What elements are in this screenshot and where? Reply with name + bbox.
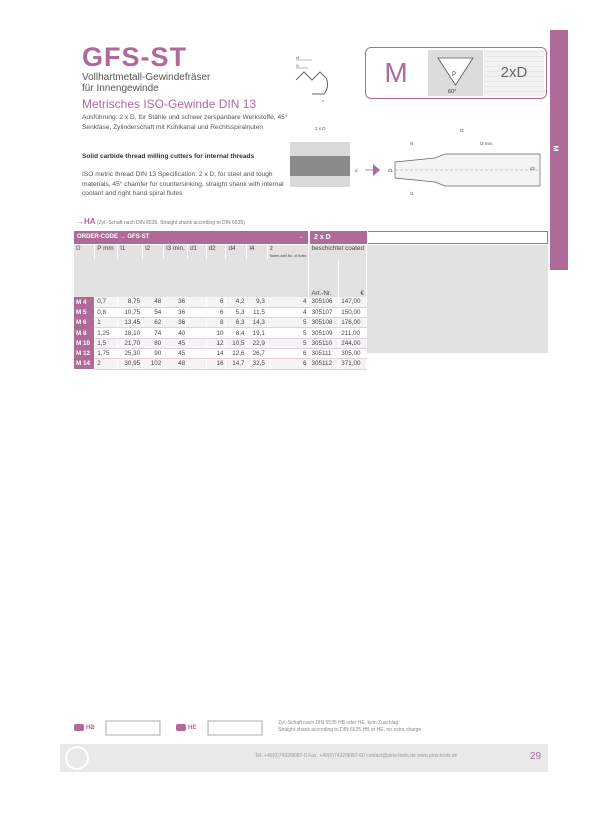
col-header-p: P mm xyxy=(95,245,118,259)
value-cell: 150,00 xyxy=(339,307,367,317)
side-tab-label: M xyxy=(551,145,559,152)
value-cell: 32,5 xyxy=(247,359,267,369)
col-header-euro: € xyxy=(339,259,367,297)
col-header-l3: l3 min. xyxy=(164,245,188,259)
value-cell: 5,3 xyxy=(226,307,247,317)
value-cell: 102 xyxy=(143,359,164,369)
he-shank-icon xyxy=(206,718,266,738)
value-cell: 36 xyxy=(164,318,188,328)
value-cell: 176,00 xyxy=(339,318,367,328)
value-cell: 48 xyxy=(164,359,188,369)
page-number: 29 xyxy=(530,751,542,762)
size-cell: M 14 xyxy=(74,359,95,369)
value-cell: 16 xyxy=(206,359,226,369)
value-cell: 244,00 xyxy=(339,338,367,348)
order-code: ORDER-CODE → GFS-ST → xyxy=(74,231,308,244)
description-de: Ausführung: 2 x D, für Stähle und schwer zerspanbare Werkstoffe, 45° Senkfase, Zylinderschaft mit Kühlkanal und Rechtsspiralnuten xyxy=(82,114,288,131)
value-cell: 1,25 xyxy=(95,328,118,338)
thread-angle-icon xyxy=(428,50,483,96)
value-cell: 371,00 xyxy=(339,359,367,369)
thread-standard-de: Metrisches ISO-Gewinde DIN 13 xyxy=(82,97,257,111)
arrow-icon xyxy=(74,724,84,731)
drawing-label-l4b: l4 xyxy=(410,141,414,146)
subtitle-de-1: Vollhartmetall-Gewindefräser xyxy=(82,72,211,83)
order-header xyxy=(74,231,548,244)
angle-label: 60° xyxy=(448,89,457,95)
value-cell: 62 xyxy=(143,318,164,328)
order-2xd: 2 x D xyxy=(310,231,367,244)
value-cell: 90 xyxy=(143,348,164,358)
col-header-z: z Nuten-zahl No. of flutes xyxy=(267,245,309,259)
value-cell: 211,00 xyxy=(339,328,367,338)
value-cell: 8,75 xyxy=(118,297,143,307)
value-cell: 0,8 xyxy=(95,307,118,317)
ha-label: →HA xyxy=(76,217,96,226)
value-cell: 13,45 xyxy=(118,318,143,328)
value-cell: 54 xyxy=(143,307,164,317)
value-cell: 2 xyxy=(95,359,118,369)
value-cell: 45 xyxy=(164,348,188,358)
title-en: Solid carbide thread milling cutters for internal threads xyxy=(82,153,255,160)
svg-text:P: P xyxy=(452,72,457,78)
value-cell xyxy=(188,318,207,328)
value-cell: 8 xyxy=(206,318,226,328)
value-cell: 14 xyxy=(206,348,226,358)
value-cell: 26,7 xyxy=(247,348,267,358)
drawing-label-d2: d2 xyxy=(530,166,536,171)
value-cell: 8,4 xyxy=(226,328,247,338)
size-cell: M 8 xyxy=(74,328,95,338)
drawing-label-l1b: l1 xyxy=(410,191,414,196)
value-cell xyxy=(188,328,207,338)
value-cell: 21,70 xyxy=(118,338,143,348)
contact-info: Tel. +49(0)7432/9087-0 Fax. +49(0)7432/9087-60 contact@pins-tools.de www.pins-tools.de xyxy=(255,753,458,759)
size-cell: M 4 xyxy=(74,297,95,307)
col-header-coated: beschichtet coated xyxy=(309,245,367,259)
col-header-artnr: Art.-Nr. xyxy=(309,259,339,297)
value-cell: 4,2 xyxy=(226,297,247,307)
ha-note xyxy=(76,217,245,226)
size-cell: M 6 xyxy=(74,318,95,328)
value-cell: 10 xyxy=(206,328,226,338)
value-cell: 45 xyxy=(164,338,188,348)
value-cell: 14,3 xyxy=(247,318,267,328)
value-cell: 80 xyxy=(143,338,164,348)
col-header-l4: l4 xyxy=(247,245,267,259)
value-cell: 305106 xyxy=(309,297,339,307)
drawing-label-l2: l2 xyxy=(460,128,464,133)
tool-drawing xyxy=(285,120,547,200)
size-cell: M 10 xyxy=(74,338,95,348)
col-header-d1: d1 xyxy=(188,245,207,259)
value-cell xyxy=(188,338,207,348)
arrow-icon xyxy=(176,724,186,731)
drawing-label-d1: d1 xyxy=(388,168,394,173)
value-cell: 147,00 xyxy=(339,297,367,307)
value-cell: 6 xyxy=(267,359,309,369)
value-cell: 1,75 xyxy=(95,348,118,358)
material-letter: M xyxy=(384,57,408,88)
drawing-label-l4: l4 xyxy=(296,55,300,60)
table-row xyxy=(74,318,367,328)
table-header-row xyxy=(74,245,367,259)
value-cell: 18,10 xyxy=(118,328,143,338)
value-cell: 9,3 xyxy=(247,297,267,307)
value-cell: 11,5 xyxy=(247,307,267,317)
material-box xyxy=(365,47,547,99)
value-cell: 6 xyxy=(206,307,226,317)
col-header-d4: d4 xyxy=(226,245,247,259)
value-cell: 5 xyxy=(267,328,309,338)
value-cell: 12 xyxy=(206,338,226,348)
value-cell: 30,95 xyxy=(118,359,143,369)
description-en: ISO metric thread DIN 13 Specification: 2 x D, for steel and tough materials, 45° chamfer for countersinking, straight shank with internal coolant and right hand spiral flutes xyxy=(82,171,284,197)
value-cell: 36 xyxy=(164,307,188,317)
value-cell: 36 xyxy=(164,297,188,307)
table-row xyxy=(74,307,367,317)
value-cell: 6 xyxy=(206,297,226,307)
table-row xyxy=(74,359,367,369)
value-cell: 12,6 xyxy=(226,348,247,358)
value-cell: 4 xyxy=(267,307,309,317)
value-cell: 74 xyxy=(143,328,164,338)
side-tab[interactable] xyxy=(550,30,568,270)
value-cell: 305110 xyxy=(309,338,339,348)
col-header-d2: d2 xyxy=(206,245,226,259)
table-row xyxy=(74,297,367,307)
drawing-label-2xd: 2 x D xyxy=(315,126,326,131)
company-logo xyxy=(64,745,90,771)
value-cell: 6 xyxy=(267,348,309,358)
value-cell: 1,5 xyxy=(95,338,118,348)
right-gray-panel xyxy=(367,245,548,353)
value-cell: 5 xyxy=(267,318,309,328)
value-cell: 305112 xyxy=(309,359,339,369)
value-cell: 40 xyxy=(164,328,188,338)
col-header-l1: l1 xyxy=(118,245,143,259)
value-cell: 5 xyxy=(267,338,309,348)
value-cell: 305108 xyxy=(309,318,339,328)
value-cell: 305,00 xyxy=(339,348,367,358)
product-table xyxy=(74,245,367,370)
value-cell xyxy=(188,359,207,369)
svg-text:x: x xyxy=(322,98,324,103)
value-cell: 6,3 xyxy=(226,318,247,328)
value-cell: 19,1 xyxy=(247,328,267,338)
hb-shank-icon xyxy=(104,718,164,738)
value-cell: 4 xyxy=(267,297,309,307)
value-cell: 22,9 xyxy=(247,338,267,348)
shank-footnote: Zyl.-Schaft nach DIN 6535 HB oder HE, kein Zuschlag Straight shank according to DIN 6535 HB or HE, no extra charge xyxy=(278,720,422,733)
table-row xyxy=(74,328,367,338)
value-cell xyxy=(188,348,207,358)
value-cell xyxy=(188,307,207,317)
value-cell: 305107 xyxy=(309,307,339,317)
value-cell: 1 xyxy=(95,318,118,328)
drawing-label-d: d xyxy=(355,168,358,173)
table-row xyxy=(74,338,367,348)
order-header-empty xyxy=(368,231,548,244)
value-cell: 14,7 xyxy=(226,359,247,369)
subtitle-de-2: für Innengewinde xyxy=(82,83,159,94)
thread-profile-drawing xyxy=(282,50,342,105)
ha-note-text: (Zyl.-Schaft nach DIN 6535, Straight shank according to DIN 6535) xyxy=(96,220,245,226)
drawing-label-l1: l1 xyxy=(296,63,300,68)
value-cell: 10,75 xyxy=(118,307,143,317)
value-cell: 25,30 xyxy=(118,348,143,358)
col-header-d: D xyxy=(74,245,95,259)
col-header-l2: l2 xyxy=(143,245,164,259)
value-cell: 10,5 xyxy=(226,338,247,348)
length-ratio: 2xD xyxy=(484,50,544,96)
value-cell: 305109 xyxy=(309,328,339,338)
drawing-label-l3: l3 min. xyxy=(480,141,494,146)
page-title: GFS-ST xyxy=(82,42,187,72)
table-row xyxy=(74,348,367,358)
table-subheader-row xyxy=(74,259,367,297)
size-cell: M 5 xyxy=(74,307,95,317)
he-option[interactable]: HE xyxy=(176,724,196,731)
value-cell: 48 xyxy=(143,297,164,307)
value-cell xyxy=(188,297,207,307)
size-cell: M 12 xyxy=(74,348,95,358)
hb-option[interactable]: HB xyxy=(74,724,95,731)
value-cell: 305111 xyxy=(309,348,339,358)
value-cell: 0,7 xyxy=(95,297,118,307)
